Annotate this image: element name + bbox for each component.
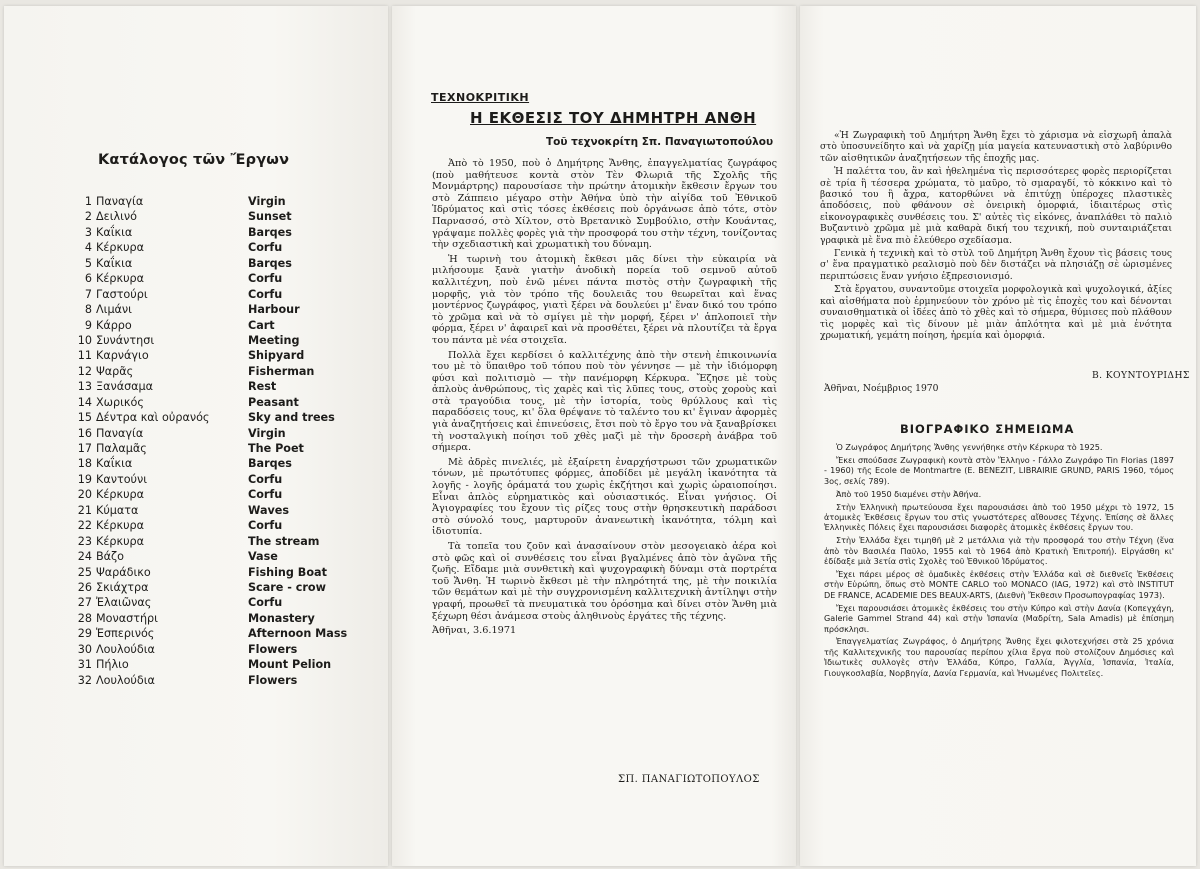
catalog-item-english-title: Meeting <box>248 333 300 347</box>
catalog-item <box>74 565 374 580</box>
catalog-item-number: 23 <box>77 534 92 548</box>
catalog-item <box>74 287 374 302</box>
catalog-item <box>74 456 374 471</box>
bio-paragraph: Ἀπὸ τοῦ 1950 διαμένει στὴν Ἀθήνα. <box>836 488 982 499</box>
catalog-title: Κατάλογος τῶν Ἔργων <box>98 152 290 168</box>
bio-paragraph: Ἔκει σπούδασε Ζωγραφικὴ κοντὰ στὸν Ἕλληνο - Γάλλο Ζωγράφο Tin Florias (1897 - 1960) τῆς Ecole de Montmartre (E. BENEZIT, LIBRAIRIE GRUND, PARIS 1960, τόμος 3ος, σελίς 789). <box>824 454 1174 486</box>
catalog-item-english-title: The stream <box>248 534 320 548</box>
catalog-item-greek-title: Λιμάνι <box>96 303 132 317</box>
catalog-item-number: 31 <box>77 658 92 672</box>
catalog-item <box>74 209 374 224</box>
catalog-item-number: 7 <box>84 287 92 301</box>
catalog-item <box>74 673 374 688</box>
catalog-item <box>74 318 374 333</box>
article-paragraph: Μὲ ἀδρὲς πινελιές, μὲ ἐξαίρετη ἐναρχήστρωσι τῶν χρωματικῶν τόνων, μὲ πρωτότυπες φόρμες, ἀποδίδει μὲ μεγάλη ἱκανότητα τὰ λογῆς - λογῆς ὁράματά του χωρὶς ἐκζήτησι καὶ χωρὶς ὡραιοποίησι. Εἶναι ἁπλὸς εὐρηματικὸς καὶ οὐσιαστικός. Εἶναι γνήσιος. Οἱ Ἁγιογραφίες του ἔχουν τὶς ρίζες τους στὴν θρησκευτικὴ παράδοσι στὸ σύνολό τους, μαρτυροῦν ἀνανεωτικὴ ἱκανότητα, τόλμη καὶ ἰδιοτυπία. <box>432 456 777 538</box>
catalog-item-number: 30 <box>77 642 92 656</box>
catalog-item <box>74 472 374 487</box>
catalog-item-greek-title: Κέρκυρα <box>96 241 145 255</box>
catalog-item-english-title: Sunset <box>248 210 292 224</box>
quote-paragraph: «Ἡ Ζωγραφικὴ τοῦ Δημήτρη Ἄνθη ἔχει τὸ χάρισμα νὰ εἰσχωρῆ ἁπαλὰ στὸ ὑποσυνείδητο καὶ νὰ χαρίζῃ μία μαγεία κατευναστικὴ στὸ λαβύρινθο τῶν αἰσθητικῶν ἀναζητήσεων τῆς ἐποχῆς μας. <box>820 130 1172 164</box>
catalog-item-greek-title: Παναγία <box>96 195 144 208</box>
catalog-item-greek-title: Συνάντησι <box>96 333 155 347</box>
catalog-item-greek-title: Κέρκυρα <box>96 534 145 548</box>
bio-paragraph: Ἐπαγγελματίας Ζωγράφος, ὁ Δημήτρης Ἄνθης ἔχει φιλοτεχνήσει στὰ 25 χρόνια τῆς Καλλιτεχνικῆς του παρουσίας περίπου χίλια ἔργα ποὺ στολίζουν Δημόσιες καὶ Ἰδιωτικὲς συλλογὲς στὴν Ἑλλάδα, Κύπρο, Γαλλία, Ἀγγλία, Ἰσπανία, Ἰταλία, Γιουγκοσλαβία, Νορβηγία, Δανία Γερμανία, καὶ Ἡνωμένες Πολιτεῖες. <box>824 636 1174 678</box>
catalog-item-english-title: Barqes <box>248 457 292 471</box>
catalog-item <box>74 379 374 394</box>
article-paragraph: Ἡ τωρινὴ του ἀτομικὴ ἔκθεσι μᾶς δίνει τὴν εὐκαιρία νὰ μιλήσουμε ξανὰ γιατὴν ἀνοδικὴ πορεία τοῦ σεμνοῦ αὐτοῦ καλλιτέχνη, ποὺ ἐνῶ μένει πάντα πιστὸς στὴν ζωγραφικὴ τῆς μορφῆς, γιὰ τὸν τρόπο τῆς δουλειᾶς του θεωρεῖται καὶ ἕνας μοντέρνος ζωγράφος, γιατὶ ξέρει νὰ δουλεύει μ' ἕναν δικό του τρόπο τὸ χρῶμα καὶ νὰ τὸ σμίγει μὲ τὴν μορφή, ξέρει ν' ἁπλοποιεῖ τὴν φόρμα, ξέρει ν' ἀφαιρεῖ καὶ νὰ προσθέτει, ξέρει νὰ πλουτίζει τὰ ἔργα του πάντα μὲ νέα στοιχεῖα. <box>432 253 777 346</box>
catalog-item-number: 10 <box>77 333 92 347</box>
catalog-item-greek-title: Λουλούδια <box>96 673 155 687</box>
catalog-item-greek-title: Παλαμᾶς <box>96 442 147 455</box>
catalog-item-number: 2 <box>84 210 92 224</box>
catalog-item-english-title: Mount Pelion <box>248 658 332 672</box>
quote-signature: Β. ΚΟΥΝΤΟΥΡΙΔΗΣ <box>1092 370 1190 381</box>
bio-paragraph: Στὴν Ἑλληνικὴ πρωτεύουσα ἔχει παρουσιάσει ἀπὸ τοῦ 1950 μέχρι τὸ 1972, 15 ἀτομικὲς Ἐκθέσεις ἔργων του στὶς γνωστότερες αἴθουσες Τέχνης. Ἐπίσης σὲ ἄλλες Ἑλληνικὲς Πόλεις ἔχει παρουσιάσει διαφορὲς ἀτομικὲς ἐκθέσεις ἔργων του. <box>824 501 1174 533</box>
catalog-item <box>74 518 374 533</box>
bio-title: ΒΙΟΓΡΑΦΙΚΟ ΣΗΜΕΙΩΜΑ <box>900 422 1075 436</box>
catalog-item <box>74 441 374 456</box>
catalog-item-greek-title: Καρνάγιο <box>96 349 149 363</box>
article-body <box>432 158 777 640</box>
quote-date: Ἀθῆναι, Νοέμβριος 1970 <box>824 383 939 394</box>
catalog-item-number: 22 <box>77 519 92 533</box>
catalog-item-greek-title: Κέρκυρα <box>96 488 145 502</box>
catalog-item-greek-title: Καΐκια <box>96 457 133 471</box>
catalog-item-number: 13 <box>77 380 92 394</box>
article-date: Ἀθῆναι, 3.6.1971 <box>432 625 517 637</box>
catalog-item-number: 21 <box>77 503 92 517</box>
bio-paragraph: Ἔχει παρουσιάσει ἀτομικὲς ἐκθέσεις του στὴν Κύπρο καὶ στὴν Δανία (Κοπεγχάγη, Galerie Gammel Strand 44) καὶ στὴν Ἱσπανία (Μαδρίτη, Sala Amadis) μὲ ἐπίσημη πρόσκλησι. <box>824 602 1174 634</box>
catalog-item-english-title: Corfu <box>248 272 283 286</box>
catalog-item-english-title: Fisherman <box>248 364 315 378</box>
catalog-item-english-title: Flowers <box>248 673 298 687</box>
article-signature: ΣΠ. ΠΑΝΑΓΙΩΤΟΠΟΥΛΟΣ <box>618 774 760 785</box>
catalog-item <box>74 333 374 348</box>
catalog-item-number: 32 <box>77 673 92 687</box>
catalog-item-greek-title: Καΐκια <box>96 225 133 239</box>
catalog-item-english-title: Waves <box>248 503 290 517</box>
catalog-item-number: 15 <box>77 411 92 425</box>
catalog-item <box>74 410 374 425</box>
quote-paragraph: Γενικὰ ἡ τεχνικὴ καὶ τὸ στὺλ τοῦ Δημήτρη Ἄνθη ἔχουν τὶς βάσεις τους σ' ἕνα πραγματικὸ ρεαλισμὸ ποὺ δὲν διστάζει νὰ πλησιάζῃ σὲ ὡρισμένες περιπτώσεις ἕναν γνήσιο ἐξπρεσιονισμό. <box>820 248 1172 282</box>
catalog-item-english-title: Sky and trees <box>248 411 335 425</box>
catalog-item <box>74 534 374 549</box>
catalog-item-greek-title: Κέρκυρα <box>96 519 145 533</box>
catalog-item-english-title: Shipyard <box>248 349 305 363</box>
catalog-item-greek-title: Μοναστήρι <box>96 611 158 625</box>
catalog-item-number: 4 <box>84 241 92 255</box>
catalog-item-english-title: Virgin <box>248 426 286 440</box>
article-paragraph: Ἀπὸ τὸ 1950, ποὺ ὁ Δημήτρης Ἄνθης, ἐπαγγελματίας ζωγράφος (ποὺ μαθήτευσε κοντὰ στὸν Τὲν Φλωριᾶ τῆς Σχολῆς τῆς Μονμάρτρης) παρουσίασε τὴν πρώτην ἀτομικὴν ἔκθεσιν ἔργων του στὸ Ζάππειο μέγαρο στὴν Ἀθήνα ὑπὸ τὴν αἰγίδα τοῦ Ἐθνικοῦ Ἱδρύματος καὶ στὶς τόσες ἐκθέσεις ποὺ ὀργάνωσε ἀπὸ τότε, στὸν Παρνασσό, στὸ Χίλτον, στὸ Βρετανικὸ Συμβούλιο, στὴν Κουάντας, γράψαμε πολλὲς φορὲς γιὰ τὴν προσφορά του στὴν τέχνη, τονίζοντας τὴν σχεδιαστικὴ καὶ χρωματικὴ του δύναμη. <box>432 158 777 251</box>
catalog-item-english-title: Barqes <box>248 256 292 270</box>
catalog-item-number: 16 <box>77 426 92 440</box>
article-paragraph: Τὰ τοπεῖα του ζοῦν καὶ ἀνασαίνουν στὸν μεσογειακὸ ἀέρα κοὶ στὸ φῶς καὶ οἱ συνθέσεις του εἶναι βγαλμένες ἀπὸ τὸν ἀγῶνα τῆς ζωῆς. Εἴδαμε μιὰ συνθετικὴ καὶ ψυχογραφικὴ δύναμι στὰ πορτρέτα τοῦ Ἄνθη. Ἡ τωρινὸ ἔκθεσι μὲ τὴν πληρότητά της, μὲ τὴν ποικιλία τῶν θεμάτων καὶ μὲ τὴν συγχρονισμένη καλλιτεχνικὴ ἀντίληψι στὴν γραφή, προωθεῖ τὰ πνευματικὰ του ὁρόσημα καὶ δίνει στὸν Ἄνθη μιὰ ξέχωρη θέσι ἀνάμεσα στοὺς ἀληθινοὺς ἐργάτες τῆς τέχνης. <box>432 541 777 622</box>
catalog-item-english-title: Corfu <box>248 287 283 301</box>
bio-body <box>824 442 1174 681</box>
catalog-item-greek-title: Παναγία <box>96 426 144 440</box>
catalog-item-number: 8 <box>84 303 92 317</box>
catalog-item-english-title: Flowers <box>248 642 298 656</box>
catalog-item-english-title: Corfu <box>248 596 283 610</box>
article-headline: Η ΕΚΘΕΣΙΣ ΤΟΥ ΔΗΜΗΤΡΗ ΑΝΘΗ <box>470 109 757 127</box>
catalog-item-greek-title: Δέντρα καὶ οὐρανός <box>96 411 210 425</box>
catalog-item <box>74 549 374 564</box>
catalog-item <box>74 225 374 240</box>
catalog-item <box>74 364 374 379</box>
catalog-item-english-title: Afternoon Mass <box>248 627 348 641</box>
catalog-item-number: 24 <box>77 550 92 564</box>
catalog-item-number: 5 <box>84 256 92 270</box>
catalog-item-english-title: Corfu <box>248 472 283 486</box>
catalog-item-english-title: Fishing Boat <box>248 565 327 579</box>
catalog-item-english-title: Rest <box>248 380 277 394</box>
catalog-item-number: 29 <box>77 627 92 641</box>
catalog-item-greek-title: Καΐκια <box>96 256 133 270</box>
catalog-item <box>74 240 374 255</box>
catalog-item <box>74 642 374 657</box>
catalog-item-english-title: Peasant <box>248 395 299 409</box>
review-panel <box>392 6 796 866</box>
catalog-item-number: 26 <box>77 580 92 594</box>
catalog-item-greek-title: Ἑσπερινός <box>96 627 155 641</box>
catalog-item-english-title: Virgin <box>248 195 286 208</box>
catalog-item-number: 12 <box>77 364 92 378</box>
article-paragraph: Πολλὰ ἔχει κερδίσει ὁ καλλιτέχνης ἀπὸ τὴν στενὴ ἐπικοινωνία του μὲ τὸ ὕπαιθρο τοῦ τόπου ποὺ τὸν γέννησε — μὲ τὴν ἰδιόμορφη φύσι καὶ πολιτισμὸ — τὴν πανέμορφη Κέρκυρα. Ἔζησε μὲ τοὺς ἁπλοὺς ἀνθρώπους, τὶς χαρὲς καὶ τὶς λῦπες τους, στοὺς χοροὺς καὶ στὰ τραγούδια τους, μὲ τὴν ἱστορία, τοὺς θρύλλους καὶ τὶς παραδόσεις τους, κι' ὅλα θρέψανε τὸ ταλέντο του κι' ἔγιναν ἀφορμὲς γιὰ ἀναζητήσεις καὶ ἐπινεύσεις, ἔτσι ποὺ τὸ ἔργο του νὰ ξαναβρίσκει τὴ νοσταλγικὴ ποίησι τοῦ χθὲς μαζὶ μὲ τὴν δροσερὴ ἀνάβρα τοῦ σήμερα. <box>432 349 777 454</box>
catalog-item-greek-title: Χωρικός <box>96 395 144 409</box>
catalog-item-english-title: Corfu <box>248 488 283 502</box>
catalog-item-english-title: Scare - crow <box>248 580 326 594</box>
catalog-item-number: 17 <box>77 442 92 455</box>
catalog-item-greek-title: Κέρκυρα <box>96 272 145 286</box>
catalog-panel <box>4 6 388 866</box>
catalog-item-english-title: Barqes <box>248 225 292 239</box>
catalog-item-number: 19 <box>77 472 92 486</box>
article-byline: Τοῦ τεχνοκρίτη Σπ. Παναγιωτοπούλου <box>546 136 774 148</box>
catalog-item-number: 25 <box>77 565 92 579</box>
catalog-list <box>74 194 374 688</box>
catalog-item-number: 14 <box>77 395 92 409</box>
catalog-item-greek-title: Κύματα <box>96 503 139 517</box>
catalog-item-greek-title: Πήλιο <box>96 658 129 672</box>
catalog-item-number: 1 <box>84 195 92 208</box>
catalog-item-number: 28 <box>77 611 92 625</box>
catalog-item-english-title: Corfu <box>248 519 283 533</box>
bio-panel <box>800 6 1196 866</box>
catalog-item <box>74 348 374 363</box>
catalog-item-number: 27 <box>77 596 92 610</box>
catalog-item-english-title: Vase <box>248 550 278 564</box>
catalog-item-greek-title: Ξανάσαμα <box>96 380 154 394</box>
bio-paragraph: Ἔχει πάρει μέρος σὲ ὁμαδικὲς ἐκθέσεις στὴν Ἑλλάδα καὶ σὲ διεθνεῖς Ἐκθέσεις στὴν Εὐρώπη, ὅπως στὸ MONTE CARLO τοῦ MONACO (IAG, 1972) καὶ στὸ INSTITUT DE FRANCE, ACADEMIE DES BEAUX-ARTS, (Διεθνὴ Ἔκθεσιν Προσωπογραφίας 1973). <box>824 568 1174 600</box>
catalog-item <box>74 580 374 595</box>
catalog-item <box>74 626 374 641</box>
catalog-item <box>74 426 374 441</box>
catalog-item-number: 11 <box>77 349 92 363</box>
catalog-item-greek-title: Κάρρο <box>96 318 132 332</box>
catalog-item-english-title: The Poet <box>248 442 304 455</box>
catalog-item-greek-title: Βάζο <box>96 550 124 564</box>
catalog-item-greek-title: Δειλινό <box>96 210 137 224</box>
bio-paragraph: Ὁ Ζωγράφος Δημήτρης Ἄνθης γεννήθηκε στὴν Κέρκυρα τὸ 1925. <box>836 442 1103 452</box>
catalog-item <box>74 271 374 286</box>
catalog-item <box>74 194 374 209</box>
catalog-item-greek-title: Ἐλαιῶνας <box>96 596 152 610</box>
bio-paragraph: Στὴν Ἑλλάδα ἔχει τιμηθῆ μὲ 2 μετάλλια γιὰ τὴν προσφορά του στὴν Τέχνη (ἕνα ἀπὸ τὸν Βασιλέα Παῦλο, 1955 καὶ τὸ 1964 ἀπὸ Κρατικὴ Ἐπιτροπή). Εἰργάσθη κι' ἐδίδαξε μιὰ 3ετία στὶς Σχολὲς τοῦ Ἐθνικοῦ Ἱδρύματος. <box>824 535 1174 567</box>
quote-paragraph: Στὰ ἔργατου, συναντοῦμε στοιχεῖα μορφολογικὰ καὶ ψυχολογικά, ἀξίες καὶ αἰσθήματα ποὺ ἑρμηνεύουν τὸν χρόνο μὲ τὶς ἐποχὲς του καὶ δένονται συναισθηματικὰ οἱ ἰδέες ἀπὸ τὸ χθὲς καὶ τὸ σήμερα, θύμισες ποὺ πλάθουν τὶς μορφὲς καὶ τὶς δίνουν μὲ μιὰν ἁπλότητα καὶ μὲ μιὰ ἑνότητα χρωματική, γεμάτη ποίηση, ἠρεμία καὶ ὁμορφιά. <box>820 284 1172 341</box>
catalog-item <box>74 395 374 410</box>
section-rubric: ΤΕΧΝΟΚΡΙΤΙΚΗ <box>431 91 530 104</box>
catalog-item-number: 18 <box>77 457 92 471</box>
catalog-item-greek-title: Ψαράδικο <box>96 565 151 579</box>
catalog-item-greek-title: Γαστούρι <box>96 287 148 301</box>
catalog-item <box>74 611 374 626</box>
catalog-item-greek-title: Ψαρᾶς <box>96 364 134 378</box>
catalog-item <box>74 487 374 502</box>
catalog-item <box>74 302 374 317</box>
catalog-item-english-title: Harbour <box>248 303 300 317</box>
catalog-item <box>74 595 374 610</box>
catalog-item-english-title: Corfu <box>248 241 283 255</box>
quote-paragraph: Ἡ παλέττα του, ἂν καὶ ἠθελημένα τὶς περισσότερες φορὲς περιορίζεται σὲ τρία ἢ τέσσερα χρώματα, τὸ μαῦρο, τὸ σμαραγδί, τὸ κόκκινο καὶ τὸ βασικό του ἢ ἄχρα, κατορθώνει νὰ ἐπιτύχῃ ὑπέροχες πλαστικὲς ἀποδόσεις, ποὺ φθάνουν σὲ ὀνειρικὴ ὁμορφιά, ἰδιαιτέρως στὶς εἰκονογραφικὲς συνθέσεις του. Σ' αὐτὲς τὶς εἰκόνες, ἀναπλάθει τὸ παλιὸ Βυζαντινὸ χρῶμα μὲ μιὰ καθαρὰ δική του τεχνική, ποὺ συνταιριάζεται γραφικὰ μὲ ἕνα πιὸ ἐλεύθερο σχεδίασμα. <box>820 166 1172 246</box>
catalog-item-number: 3 <box>84 225 92 239</box>
catalog-item-greek-title: Σκιάχτρα <box>96 580 149 594</box>
catalog-item-greek-title: Καντούνι <box>96 472 148 486</box>
catalog-item-english-title: Monastery <box>248 611 315 625</box>
critic-quote <box>820 130 1172 343</box>
catalog-item-number: 20 <box>77 488 92 502</box>
catalog-item-number: 9 <box>84 318 92 332</box>
catalog-item-number: 6 <box>84 272 92 286</box>
catalog-item <box>74 503 374 518</box>
catalog-item <box>74 256 374 271</box>
catalog-item-english-title: Cart <box>248 318 275 332</box>
catalog-item <box>74 657 374 672</box>
catalog-item-greek-title: Λουλούδια <box>96 642 155 656</box>
